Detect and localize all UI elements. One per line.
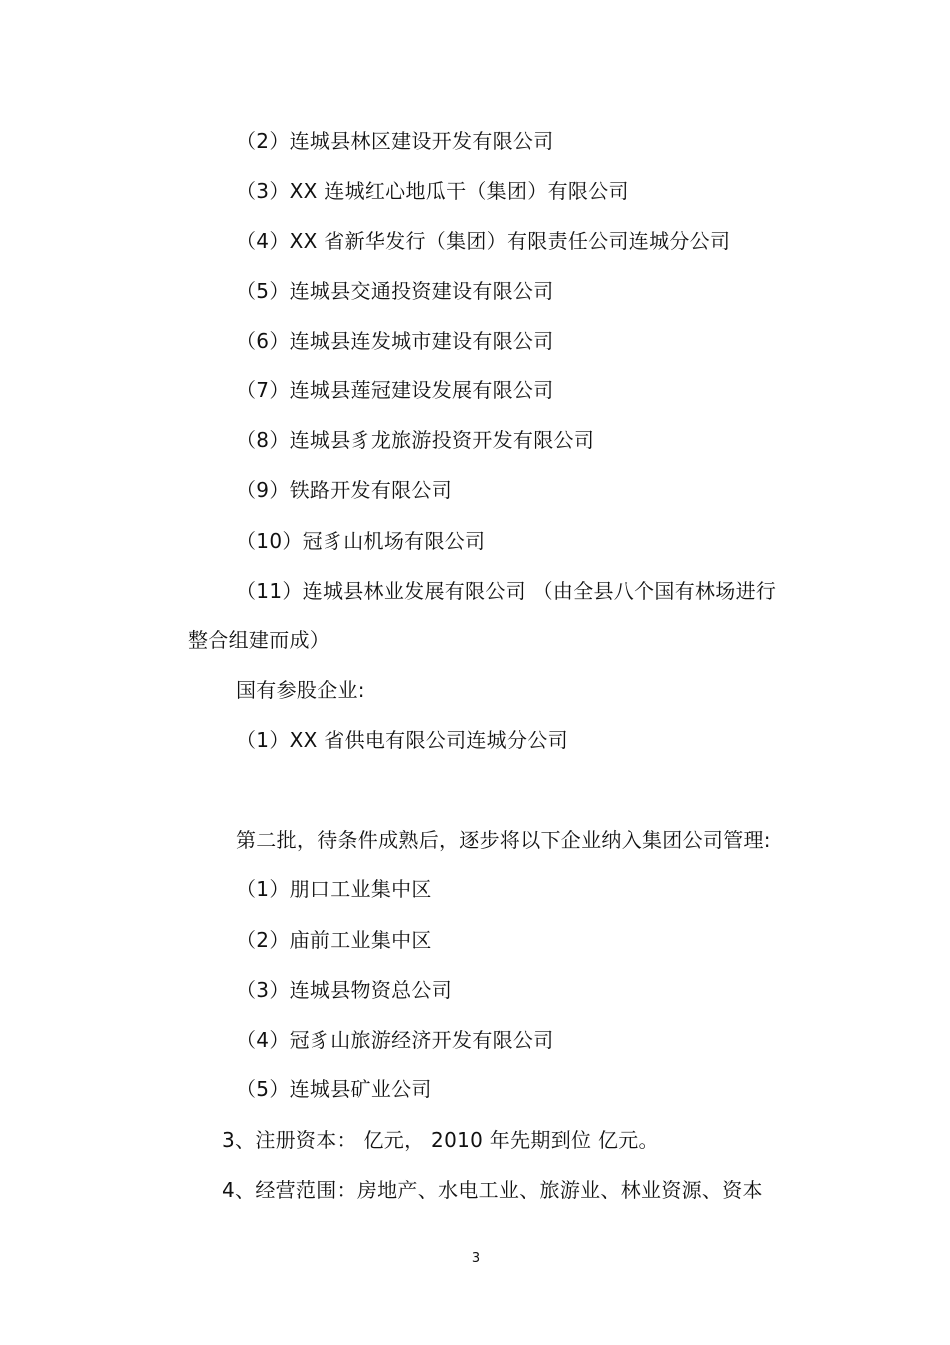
line-company-11-continued: 整合组建而成）: [188, 628, 331, 652]
line-second-batch-4: （4）冠豸山旅游经济开发有限公司: [236, 1028, 554, 1052]
line-company-5: （5）连城县交通投资建设有限公司: [236, 279, 554, 303]
line-company-7: （7）连城县莲冠建设发展有限公司: [236, 378, 554, 402]
line-second-batch-5: （5）连城县矿业公司: [236, 1077, 432, 1101]
line-business-scope: 4、经营范围：房地产、水电工业、旅游业、林业资源、资本: [222, 1178, 763, 1202]
line-company-9: （9）铁路开发有限公司: [236, 478, 453, 502]
line-second-batch-1: （1）朋口工业集中区: [236, 877, 432, 901]
line-company-4: （4）XX 省新华发行（集团）有限责任公司连城分公司: [236, 229, 731, 253]
line-company-3: （3）XX 连城红心地瓜干（集团）有限公司: [236, 179, 629, 203]
line-company-10: （10）冠豸山机场有限公司: [236, 529, 486, 553]
line-second-batch-2: （2）庙前工业集中区: [236, 928, 432, 952]
line-registered-capital: 3、注册资本： 亿元， 2010 年先期到位 亿元。: [222, 1128, 659, 1152]
line-company-11: （11）连城县林业发展有限公司 （由全县八个国有林场进行: [236, 579, 777, 603]
section-heading-state-participation: 国有参股企业:: [236, 678, 365, 702]
page-number: 3: [471, 1251, 481, 1266]
line-company-2: （2）连城县林区建设开发有限公司: [236, 129, 554, 153]
line-second-batch-3: （3）连城县物资总公司: [236, 978, 453, 1002]
line-company-6: （6）连城县连发城市建设有限公司: [236, 329, 554, 353]
line-company-8: （8）连城县豸龙旅游投资开发有限公司: [236, 428, 595, 452]
line-participation-1: （1）XX 省供电有限公司连城分公司: [236, 728, 568, 752]
section-heading-second-batch: 第二批，待条件成熟后，逐步将以下企业纳入集团公司管理:: [236, 828, 771, 852]
